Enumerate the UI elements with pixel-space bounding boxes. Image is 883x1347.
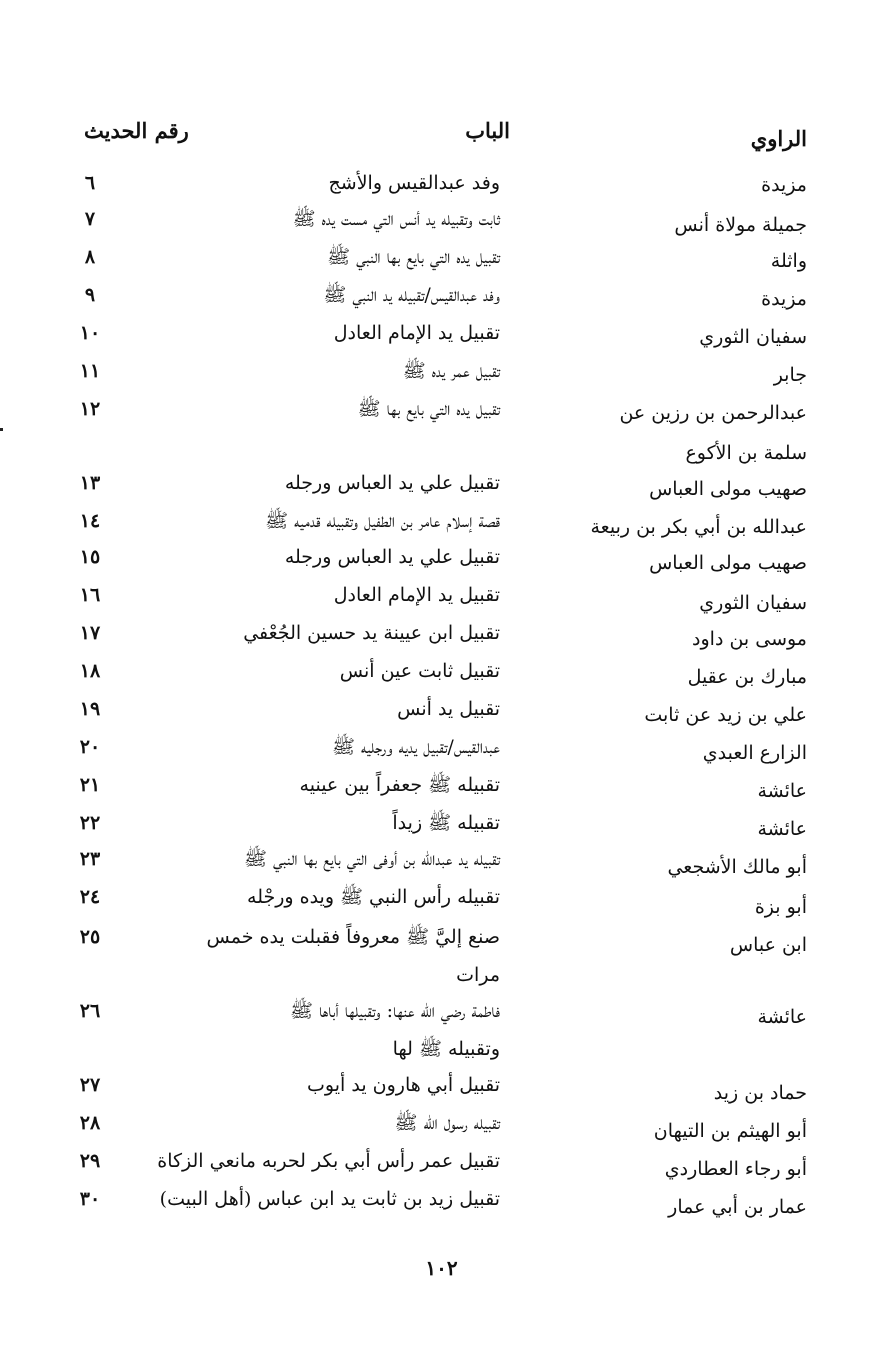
chapter-cell: تقبيله ﷺ جعفراً بين عينيه: [299, 774, 500, 796]
narrator-column-header: الراوي: [750, 126, 807, 151]
narrator-cell: أبو الهيثم بن التيهان: [653, 1120, 807, 1142]
hadith-number-cell: ٧: [84, 208, 96, 230]
narrator-cell: عبدالرحمن بن رزين عن: [619, 402, 807, 424]
chapter-cell: تقبيله يد عبدالله بن أوفى التي بايع بها النبي ﷺ: [244, 848, 500, 870]
hadith-number-cell: ١٩: [79, 698, 101, 720]
narrator-cell: مزيدة: [761, 288, 807, 310]
narrator-cell: ابن عباس: [729, 934, 807, 956]
chapter-cell: قصة إسلام عامر بن الطفيل وتقبيله قدميه ﷺ: [265, 510, 500, 532]
hadith-number-cell: ١١: [79, 360, 101, 382]
narrator-cell: عمار بن أبي عمار: [668, 1196, 807, 1218]
hadith-number-cell: ٢٣: [79, 848, 101, 870]
chapter-cell: وفد عبدالقيس والأشج: [328, 172, 500, 194]
hadith-number-cell: ٨: [84, 246, 96, 268]
hadith-number-cell: ٢٦: [79, 1000, 101, 1022]
hadith-number-cell: ١٧: [79, 622, 101, 644]
chapter-column-header: الباب: [465, 118, 510, 143]
hadith-number-cell: ٢٠: [79, 736, 101, 758]
page-number: ١٠٢: [425, 1256, 458, 1280]
hadith-number-cell: ١٤: [79, 510, 101, 532]
narrator-cell: جابر: [773, 364, 807, 386]
chapter-cell: فاطمة رضي الله عنها: وتقبيلها أباها ﷺ: [289, 1000, 500, 1022]
chapter-cell: تقبيل زيد بن ثابت يد ابن عباس (أهل البيت): [159, 1188, 500, 1210]
hadith-number-cell: ١٠: [79, 322, 101, 344]
hadith-number-cell: ٢١: [79, 774, 101, 796]
chapter-cell: تقبيل علي يد العباس ورجله: [284, 546, 500, 568]
hadith-number-cell: ٢٥: [79, 926, 101, 948]
narrator-cell: مزيدة: [761, 174, 807, 196]
narrator-cell: عبدالله بن أبي بكر بن ربيعة: [590, 516, 807, 538]
hadith-number-cell: ١٨: [79, 660, 101, 682]
chapter-cell: تقبيل علي يد العباس ورجله: [284, 472, 500, 494]
hadith-number-cell: ٢٧: [79, 1074, 101, 1096]
narrator-cell: صهيب مولى العباس: [649, 552, 807, 574]
narrator-cell: واثلة: [770, 250, 807, 272]
narrator-cell: علي بن زيد عن ثابت: [644, 704, 807, 726]
narrator-cell: مبارك بن عقيل: [687, 666, 807, 688]
hadith-number-cell: ٢٩: [79, 1150, 101, 1172]
chapter-cell: تقبيل ثابت عين أنس: [339, 660, 500, 682]
chapter-cell-continuation: وتقبيله ﷺ لها: [392, 1038, 500, 1060]
chapter-cell: تقبيل يد أنس: [397, 698, 500, 720]
hadith-number-cell: ٢٨: [79, 1112, 101, 1134]
chapter-cell: تقبيل أبي هارون يد أيوب: [307, 1074, 500, 1096]
hadith-number-cell: ١٣: [79, 472, 101, 494]
hadith-number-cell: ٩: [84, 284, 96, 306]
margin-mark: [0, 428, 3, 431]
chapter-cell: تقبيل ابن عيينة يد حسين الجُعْفي: [243, 622, 500, 644]
hadith-number-cell: ٣٠: [79, 1188, 101, 1210]
narrator-cell: صهيب مولى العباس: [649, 478, 807, 500]
chapter-cell-continuation: مرات: [456, 964, 500, 986]
narrator-cell: أبو بزة: [754, 896, 807, 918]
hadith-number-cell: ١٥: [79, 546, 101, 568]
hadith-number-cell: ١٢: [79, 398, 101, 420]
chapter-cell: تقبيل عمر رأس أبي بكر لحربه مانعي الزكاة: [157, 1150, 500, 1172]
narrator-cell: سلمة بن الأكوع: [685, 442, 807, 464]
chapter-cell: عبدالقيس/تقبيل يديه ورجليه ﷺ: [332, 736, 500, 758]
narrator-cell: عائشة: [757, 780, 807, 802]
chapter-cell: صنع إليَّ ﷺ معروفاً فقبلت يده خمس: [206, 926, 500, 948]
narrator-cell: سفيان الثوري: [699, 592, 807, 614]
chapter-cell: تقبيل يد الإمام العادل: [333, 322, 500, 344]
narrator-cell: موسى بن داود: [692, 628, 807, 650]
narrator-cell: الزارع العبدي: [702, 742, 807, 764]
narrator-cell: عائشة: [757, 818, 807, 840]
hadith-number-cell: ١٦: [79, 584, 101, 606]
chapter-cell: ثابت وتقبيله يد أنس التي مست يده ﷺ: [292, 208, 500, 230]
narrator-cell: أبو رجاء العطاردي: [664, 1158, 807, 1180]
hadith-number-cell: ٢٢: [79, 812, 101, 834]
chapter-cell: تقبيل يده التي بايع بها ﷺ: [357, 398, 500, 420]
chapter-cell: تقبيل يده التي بايع بها النبي ﷺ: [327, 246, 500, 268]
chapter-cell: تقبيله رأس النبي ﷺ ويده ورجْله: [247, 886, 500, 908]
chapter-cell: وفد عبدالقيس/تقبيله يد النبي ﷺ: [323, 284, 500, 306]
chapter-cell: تقبيله ﷺ زيداً: [392, 812, 500, 834]
narrator-cell: سفيان الثوري: [699, 326, 807, 348]
chapter-cell: تقبيل عمر يده ﷺ: [402, 360, 500, 382]
chapter-cell: تقبيل يد الإمام العادل: [333, 584, 500, 606]
hadith-number-column-header: رقم الحديث: [84, 118, 189, 143]
hadith-number-cell: ٦: [84, 172, 96, 194]
chapter-cell: تقبيله رسول الله ﷺ: [394, 1112, 500, 1134]
narrator-cell: جميلة مولاة أنس: [674, 214, 807, 236]
narrator-cell: حماد بن زيد: [713, 1082, 807, 1104]
narrator-cell: عائشة: [757, 1006, 807, 1028]
narrator-cell: أبو مالك الأشجعي: [667, 856, 807, 878]
hadith-number-cell: ٢٤: [79, 886, 101, 908]
